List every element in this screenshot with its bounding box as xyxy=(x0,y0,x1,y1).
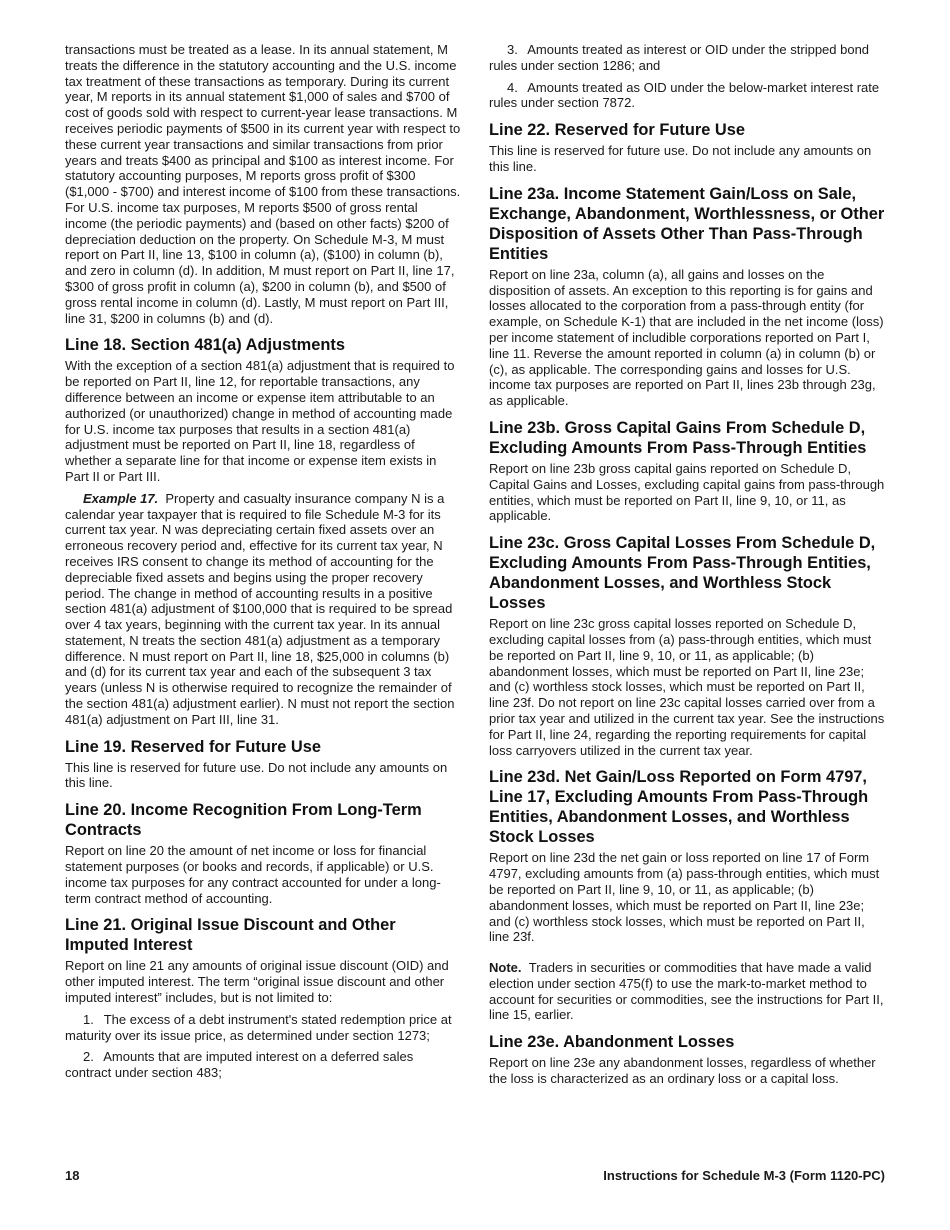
paragraph-line-18: With the exception of a section 481(a) adjustment that is required to be reported on Part II, line 12, for reportable transactions, any difference between an income or expense item attributable to an authorized (or unauthorized) change in method of accounting made for U.S. income tax purposes that results in a section 481(a) adjustment must be reported on Part II, line 18, regardless of whether a separate line for that income or expense item exists in Part II or Part III. xyxy=(65,358,455,484)
paragraph-line-23a: Report on line 23a, column (a), all gains and losses on the disposition of assets. An exception to this reporting is for gains and losses allocated to the corporation from a pass-through entity (for example, on Schedule K-1) that are included in the net income (loss) per income statement of includible corporations reported on Part I, line 11. Reverse the amount reported in column (a) in column (b) or (c), as applicable. The corresponding gains and losses for U.S. income tax purposes are reported on Part II, lines 23b through 23g, as applicable. xyxy=(489,266,884,409)
right-column xyxy=(489,42,887,1087)
list-item-4: 4. Amounts treated as OID under the below-market interest rate rules under section 7872. xyxy=(489,79,880,111)
paragraph-line-23e: Report on line 23e any abandonment losses, regardless of whether the loss is characterized as an ordinary loss or a capital loss. xyxy=(489,1055,876,1087)
paragraph-line-23c: Report on line 23c gross capital losses reported on Schedule D, excluding capital losses from (a) pass-through entities, which must be reported on Part II, line 9, 10, or 11, as applicable; (b) abandonment losses, which must be reported on Part II, line 23e; and (c) worthless stock losses, which must be reported on Part II, line 23f. Do not report on line 23c capital losses carried over from a prior tax year and utilized in the current tax year. See the instructions for Part II, line 24, regarding the reporting requirements for capital loss carryovers utilized in the current tax year. xyxy=(489,616,885,758)
example-17-label: Example 17. xyxy=(83,490,159,506)
heading-line-23a: Line 23a. Income Statement Gain/Loss on Sale, Exchange, Abandonment, Worthlessness, or Other Disposition of Assets Other Than Pass-Through Entities xyxy=(489,184,885,263)
list-item-3: 3. Amounts treated as interest or OID under the stripped bond rules under section 1286; and xyxy=(489,42,870,73)
heading-line-23e: Line 23e. Abandonment Losses xyxy=(489,1033,735,1052)
note xyxy=(489,960,887,1023)
heading-line-23d: Line 23d. Net Gain/Loss Reported on Form 4797, Line 17, Excluding Amounts From Pass-Through Entities, Abandonment Losses, and Worthless Stock Losses xyxy=(489,768,869,847)
page-number: 18 xyxy=(65,1168,80,1183)
note-label: Note. xyxy=(489,960,522,976)
list-item-1: 1. The excess of a debt instrument's stated redemption price at maturity over its issue price, as determined under section 1273; xyxy=(65,1011,452,1043)
paragraph-line-20: Report on line 20 the amount of net income or loss for financial statement purposes (or books and records, if applicable) or U.S. income tax purposes for any contract accounted for under a long-term contract method of accounting. xyxy=(65,843,441,906)
example-17 xyxy=(65,491,463,728)
heading-line-21: Line 21. Original Issue Discount and Other Imputed Interest xyxy=(65,916,396,955)
heading-line-18: Line 18. Section 481(a) Adjustments xyxy=(65,336,345,355)
heading-line-19: Line 19. Reserved for Future Use xyxy=(65,737,321,756)
paragraph-line-22: This line is reserved for future use. Do not include any amounts on this line. xyxy=(489,143,872,174)
paragraph-line-19: This line is reserved for future use. Do not include any amounts on this line. xyxy=(65,759,448,791)
paragraph-line-23d: Report on line 23d the net gain or loss reported on line 17 of Form 4797, excluding amounts from (a) pass-through entities, which must be reported on Part II, line 9, 10, or 11, as applicable; (b) abandonment losses, which must be reported on Part II, line 23e; and (c) worthless stock losses, which must be reported on Part II, line 23f. xyxy=(489,850,880,945)
footer-document-title: Instructions for Schedule M-3 (Form 1120-PC) xyxy=(603,1168,885,1183)
heading-line-23b: Line 23b. Gross Capital Gains From Schedule D, Excluding Amounts From Pass-Through Entities xyxy=(489,418,867,457)
paragraph-intro: transactions must be treated as a lease. In its annual statement, M treats the difference in the statutory accounting and the U.S. income tax treatment of these transactions as temporary. During its current year, M reports in its annual statement $1,000 of sales and $700 of cost of goods sold with respect to current-year lease transactions. M receives periodic payments of $500 in its current year with respect to these current year transactions and similar transactions from prior years and treats $400 as principal and $100 as interest income. For statutory accounting purposes, M reports gross profit of $300 ($1,000 - $700) and interest income of $100 from these transactions. For U.S. income tax purposes, M reports $500 of gross rental income (the periodic payments) and (based on other facts) $200 of depreciation deduction on the property. On Schedule M-3, M must report on Part II, line 13, $100 in column (a), ($100) in column (b), and zero in column (d). In addition, M must report on Part II, line 17, $300 of gross profit in column (a), $200 in column (b), and $500 of gross rental income in column (d). Lastly, M must report on Part III, line 31, $200 in columns (b) and (d). xyxy=(65,42,461,326)
heading-line-23c: Line 23c. Gross Capital Losses From Schedule D, Excluding Amounts From Pass-Through Entities, Abandonment Losses, and Worthless Stock Losses xyxy=(489,534,876,613)
list-item-2: 2. Amounts that are imputed interest on a deferred sales contract under section 483; xyxy=(65,1049,414,1081)
heading-line-22: Line 22. Reserved for Future Use xyxy=(489,121,745,140)
left-column xyxy=(65,42,463,1081)
heading-line-20: Line 20. Income Recognition From Long-Term Contracts xyxy=(65,801,422,840)
paragraph-line-23b: Report on line 23b gross capital gains reported on Schedule D, Capital Gains and Losses, excluding capital gains from pass-through entities, which must be reported on Part II, line 9, 10, or 11, as applicable. xyxy=(489,460,885,524)
note-text: Traders in securities or commodities that have made a valid election under section 475(f) to use the mark-to-market method to account for securities or commodities, see the instructions for Part II, line 15, earlier. xyxy=(489,960,884,1023)
page-footer xyxy=(65,1168,885,1186)
example-17-text: Property and casualty insurance company N is a calendar year taxpayer that is required to file Schedule M-3 for its current tax year. N was depreciating certain fixed assets over an erroneous recovery period and, effective for its current tax year, N receives IRS consent to change its method of accounting for the depreciable fixed assets and begins using the proper recovery period. The change in method of accounting results in a positive section 481(a) adjustment of $100,000 that is required to be spread over 4 tax years, beginning with the current tax year. In its annual statement, N treats the section 481(a) adjustment as a temporary difference. N must report on Part II, line 18, $25,000 in columns (b) and (d) for its current tax year and each of the subsequent 3 tax years (unless N is otherwise required to recognize the remainder of the section 481(a) adjustment earlier). N must not report the section 481(a) adjustment on Part III, line 31. xyxy=(65,490,455,727)
paragraph-line-21: Report on line 21 any amounts of original issue discount (OID) and other imputed interest. The term “original issue discount and other imputed interest” includes, but is not limited to: xyxy=(65,958,449,1006)
